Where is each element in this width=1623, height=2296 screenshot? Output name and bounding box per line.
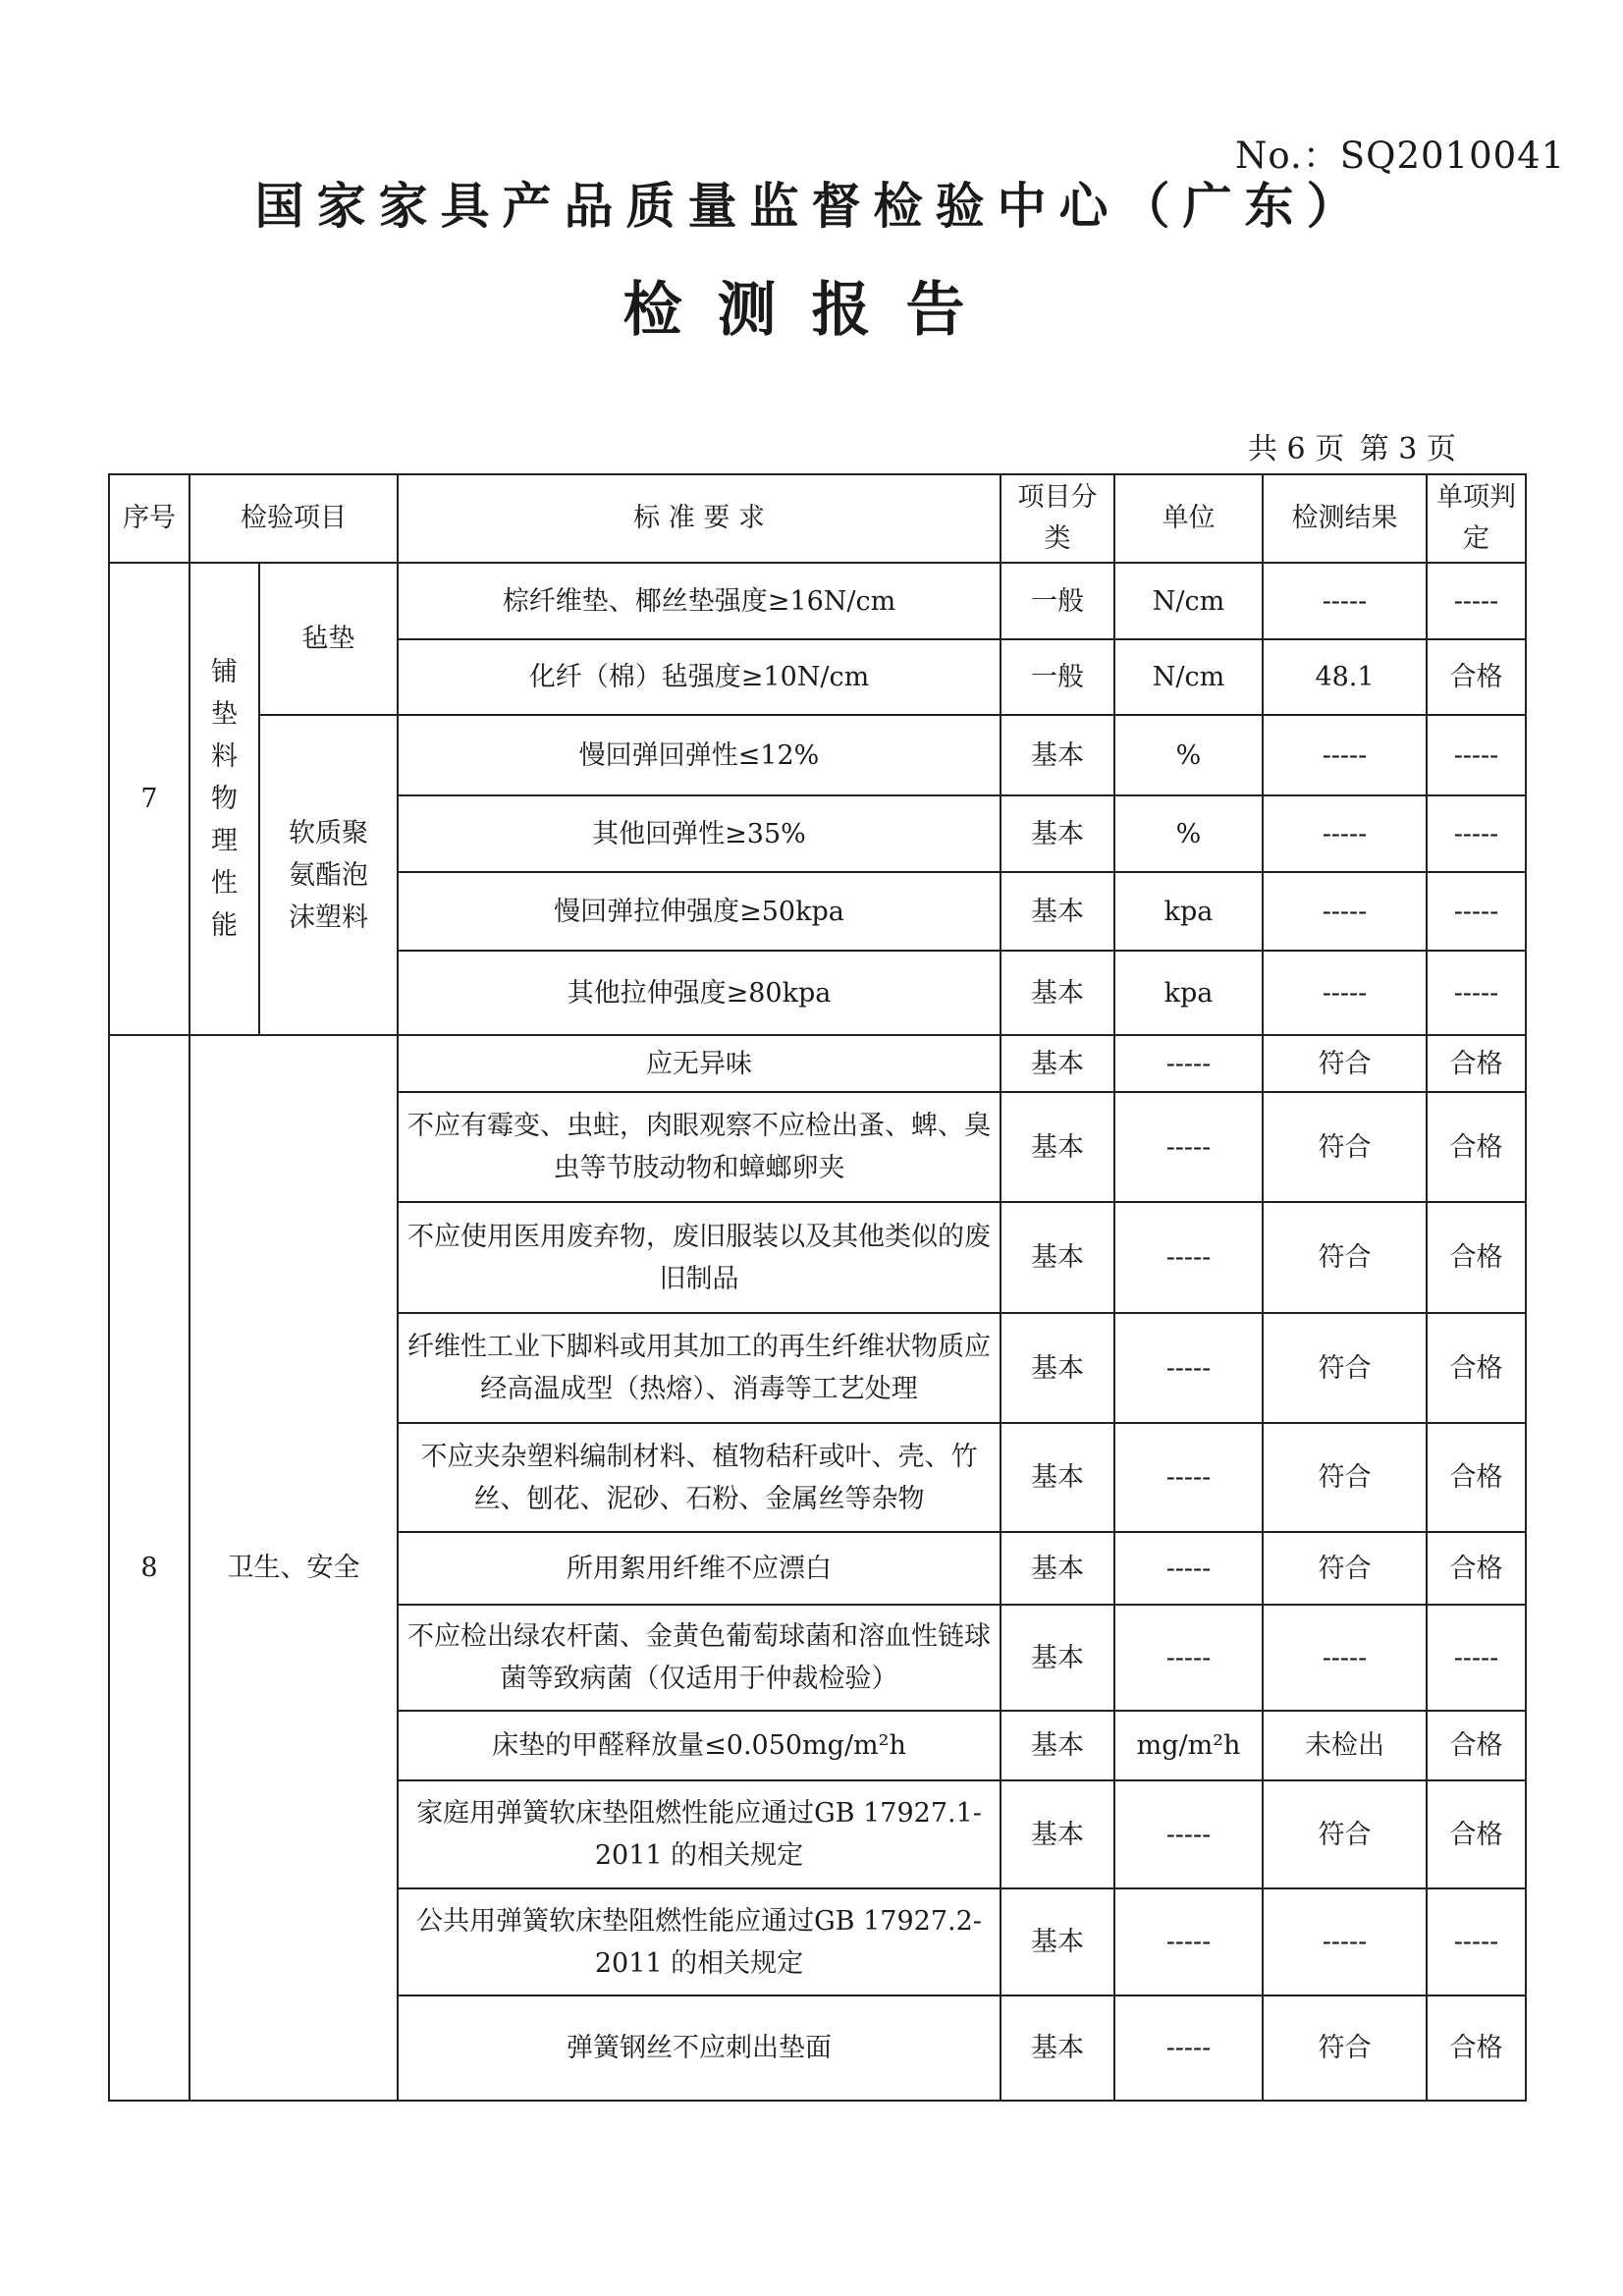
category-cell: 基本 [1001,1035,1114,1092]
unit-cell: kpa [1114,951,1263,1035]
table-row [109,715,1526,795]
result-cell: ----- [1263,872,1427,951]
page-total: 共 6 页 [1248,432,1345,466]
verdict-cell: 合格 [1427,1995,1526,2101]
header-item: 检验项目 [189,474,398,563]
header-unit: 单位 [1114,474,1263,563]
requirement-cell: 公共用弹簧软床垫阻燃性能应通过GB 17927.2-2011 的相关规定 [398,1888,1001,1995]
unit-cell: % [1114,795,1263,872]
requirement-cell: 棕纤维垫、椰丝垫强度≥16N/cm [398,563,1001,639]
category-cell: 基本 [1001,795,1114,872]
verdict-cell: 合格 [1427,1532,1526,1605]
category-cell: 基本 [1001,715,1114,795]
requirement-cell: 其他拉伸强度≥80kpa [398,951,1001,1035]
header-category: 项目分类 [1001,474,1114,563]
category-cell: 一般 [1001,563,1114,639]
verdict-cell: ----- [1427,563,1526,639]
requirement-cell: 不应夹杂塑料编制材料、植物秸秆或叶、壳、竹丝、刨花、泥砂、石粉、金属丝等杂物 [398,1423,1001,1532]
result-cell: 符合 [1263,1313,1427,1423]
requirement-cell: 纤维性工业下脚料或用其加工的再生纤维状物质应经高温成型（热熔）、消毒等工艺处理 [398,1313,1001,1423]
category-cell: 基本 [1001,1313,1114,1423]
category-cell: 基本 [1001,1605,1114,1711]
result-cell: 符合 [1263,1532,1427,1605]
organization-title: 国家家具产品质量监督检验中心（广东） [254,178,1369,235]
result-cell: ----- [1263,715,1427,795]
category-cell: 基本 [1001,1711,1114,1780]
requirement-cell: 不应使用医用废弃物，废旧服装以及其他类似的废旧制品 [398,1202,1001,1313]
verdict-cell: 合格 [1427,1711,1526,1780]
unit-cell: ----- [1114,1605,1263,1711]
subgroup-label: 软质聚 氨酯泡 沫塑料 [259,715,398,1035]
group-label: 铺 垫 料 物 理 性 能 [189,563,259,1035]
verdict-cell: 合格 [1427,1423,1526,1532]
verdict-cell: 合格 [1427,1092,1526,1202]
requirement-cell: 不应检出绿农杆菌、金黄色葡萄球菌和溶血性链球菌等致病菌（仅适用于仲裁检验） [398,1605,1001,1711]
result-cell: 符合 [1263,1423,1427,1532]
header-seq: 序号 [109,474,189,563]
result-cell: ----- [1263,1888,1427,1995]
verdict-cell: ----- [1427,872,1526,951]
seq-cell: 8 [109,1035,189,2101]
table-row [109,1035,1526,1092]
header-requirement: 标 准 要 求 [398,474,1001,563]
table-row [109,563,1526,639]
result-cell: 符合 [1263,1092,1427,1202]
requirement-cell: 家庭用弹簧软床垫阻燃性能应通过GB 17927.1-2011 的相关规定 [398,1780,1001,1888]
result-cell: ----- [1263,563,1427,639]
verdict-cell: 合格 [1427,639,1526,715]
unit-cell: ----- [1114,1202,1263,1313]
requirement-cell: 应无异味 [398,1035,1001,1092]
requirement-cell: 化纤（棉）毡强度≥10N/cm [398,639,1001,715]
requirement-cell: 慢回弹回弹性≤12% [398,715,1001,795]
unit-cell: ----- [1114,1423,1263,1532]
requirement-cell: 其他回弹性≥35% [398,795,1001,872]
result-cell: 符合 [1263,1202,1427,1313]
verdict-cell: ----- [1427,951,1526,1035]
verdict-cell: 合格 [1427,1035,1526,1092]
unit-cell: ----- [1114,1532,1263,1605]
report-number: No.：SQ2010041 [1235,135,1566,177]
unit-cell: kpa [1114,872,1263,951]
category-cell: 基本 [1001,872,1114,951]
result-cell: 符合 [1263,1995,1427,2101]
result-cell: 未检出 [1263,1711,1427,1780]
inspection-table [108,473,1527,2102]
result-cell: 符合 [1263,1035,1427,1092]
header-result: 检测结果 [1263,474,1427,563]
unit-cell: ----- [1114,1995,1263,2101]
subgroup-label: 毡垫 [259,563,398,715]
result-cell: ----- [1263,1605,1427,1711]
verdict-cell: ----- [1427,715,1526,795]
verdict-cell: 合格 [1427,1780,1526,1888]
category-cell: 基本 [1001,1532,1114,1605]
page-current: 第 3 页 [1359,432,1456,466]
verdict-cell: 合格 [1427,1202,1526,1313]
unit-cell: ----- [1114,1888,1263,1995]
requirement-cell: 床垫的甲醛释放量≤0.050mg/m²h [398,1711,1001,1780]
category-cell: 基本 [1001,1423,1114,1532]
result-cell: 48.1 [1263,639,1427,715]
unit-cell: ----- [1114,1780,1263,1888]
verdict-cell: ----- [1427,1605,1526,1711]
category-cell: 基本 [1001,1202,1114,1313]
unit-cell: ----- [1114,1035,1263,1092]
unit-cell: ----- [1114,1092,1263,1202]
result-cell: ----- [1263,795,1427,872]
unit-cell: N/cm [1114,563,1263,639]
requirement-cell: 慢回弹拉伸强度≥50kpa [398,872,1001,951]
verdict-cell: 合格 [1427,1313,1526,1423]
category-cell: 基本 [1001,1888,1114,1995]
unit-cell: mg/m²h [1114,1711,1263,1780]
seq-cell: 7 [109,563,189,1035]
header-verdict: 单项判定 [1427,474,1526,563]
report-title: 检测报告 [622,276,1001,345]
table-header-row [109,474,1526,563]
category-cell: 基本 [1001,951,1114,1035]
unit-cell: % [1114,715,1263,795]
requirement-cell: 所用絮用纤维不应漂白 [398,1532,1001,1605]
unit-cell: ----- [1114,1313,1263,1423]
verdict-cell: ----- [1427,1888,1526,1995]
requirement-cell: 弹簧钢丝不应刺出垫面 [398,1995,1001,2101]
requirement-cell: 不应有霉变、虫蛀，肉眼观察不应检出蚤、蜱、臭虫等节肢动物和蟑螂卵夹 [398,1092,1001,1202]
category-cell: 基本 [1001,1780,1114,1888]
unit-cell: N/cm [1114,639,1263,715]
category-cell: 基本 [1001,1092,1114,1202]
verdict-cell: ----- [1427,795,1526,872]
item-label: 卫生、安全 [189,1035,398,2101]
category-cell: 一般 [1001,639,1114,715]
page-indicator [1242,424,1517,467]
category-cell: 基本 [1001,1995,1114,2101]
result-cell: ----- [1263,951,1427,1035]
result-cell: 符合 [1263,1780,1427,1888]
